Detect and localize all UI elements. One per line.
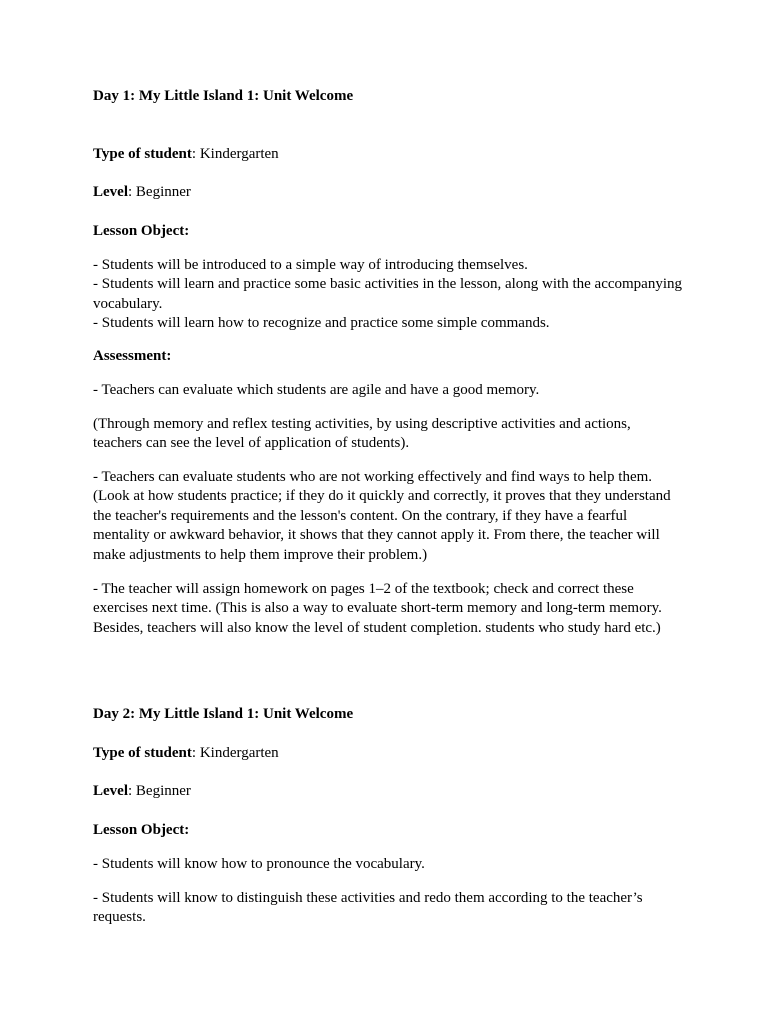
day1-level-value: : Beginner — [128, 184, 191, 200]
day1-type-label: Type of student — [93, 146, 192, 162]
day1-assessment-item: (Through memory and reflex testing activities, by using descriptive activities and actions, teachers can see the level of application of students). — [93, 416, 631, 452]
day1-level — [93, 183, 683, 202]
day1-type-value: : Kindergarten — [191, 146, 279, 162]
day2-level — [93, 782, 683, 801]
day2-type-value: : Kindergarten — [191, 745, 279, 761]
day2-type-of-student — [93, 744, 683, 763]
day1-level-label: Level — [93, 184, 128, 200]
day2-objective-item: - Students will know how to pronounce the vocabulary. — [93, 856, 425, 872]
day1-assessment-item: - Teachers can evaluate students who are not working effectively and find ways to help them. (Look at how students practice; if they do it quickly and correctly, it proves that they understand the teacher's requirements and the lesson's content. On the contrary, if they have a fearful mentality or awkward behavior, it shows that they cannot apply it. From there, the teacher will make adjustments to help them improve their problem.) — [93, 469, 671, 563]
day2-level-label: Level — [93, 783, 128, 799]
day1-objectives — [93, 256, 683, 334]
day1-assessment-item: - The teacher will assign homework on pages 1–2 of the textbook; check and correct these exercises next time. (This is also a way to evaluate short-term memory and long-term memory. Besides, teachers will also know the level of student completion. students who study hard etc.) — [93, 581, 662, 636]
day2-objective-item: - Students will know to distinguish these activities and redo them according to the teacher’s requests. — [93, 890, 643, 926]
day1-objective-heading: Lesson Object: — [93, 223, 190, 239]
day2-type-label: Type of student — [93, 745, 192, 761]
day1-assessment-item: - Teachers can evaluate which students are agile and have a good memory. — [93, 382, 540, 398]
day2-title: Day 2: My Little Island 1: Unit Welcome — [93, 706, 354, 722]
day1-objective-item: - Students will be introduced to a simple way of introducing themselves. — [93, 257, 528, 273]
day2-level-value: : Beginner — [128, 783, 191, 799]
day1-objective-item: - Students will learn how to recognize and practice some simple commands. — [93, 315, 550, 332]
day1-objective-item: - Students will learn and practice some basic activities in the lesson, along with the accompanying vocabulary. — [93, 276, 683, 312]
day1-title: Day 1: My Little Island 1: Unit Welcome — [93, 88, 354, 104]
day1-type-of-student — [93, 145, 683, 164]
day2-objective-heading: Lesson Object: — [93, 822, 190, 838]
day1-assessment-heading: Assessment: — [93, 348, 172, 364]
